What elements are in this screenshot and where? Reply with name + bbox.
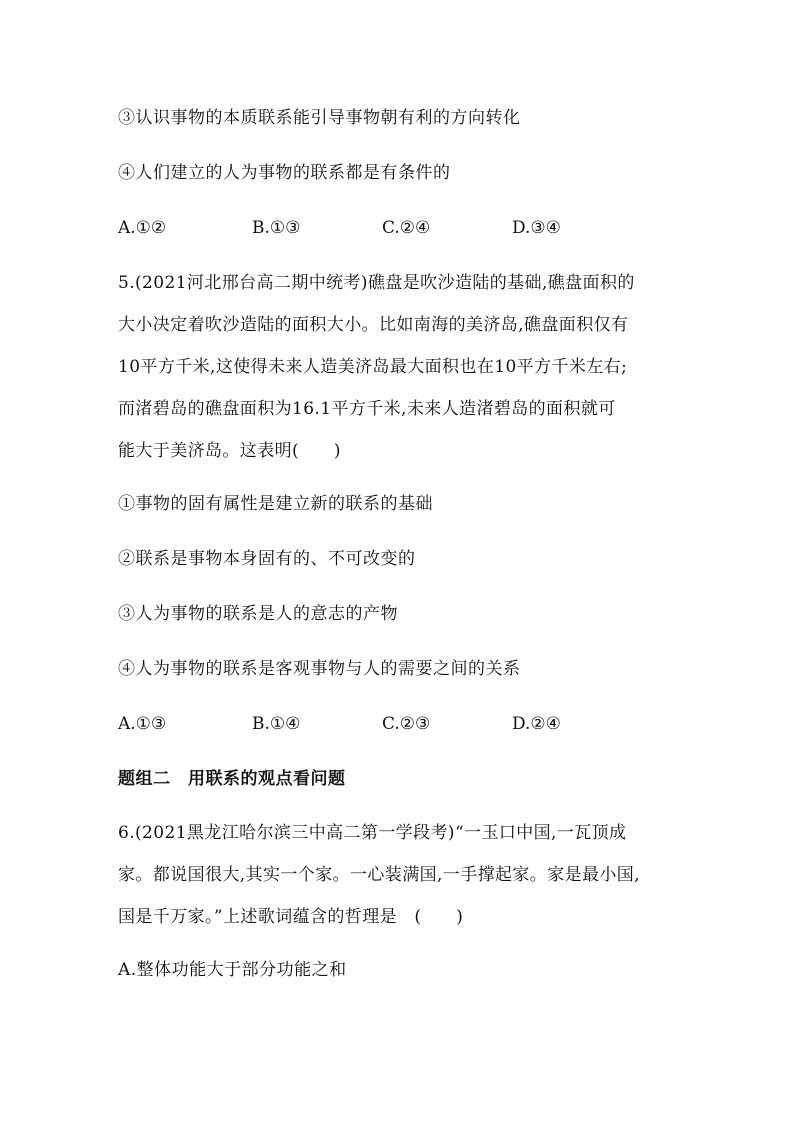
q5-text-line-4: 而渚碧岛的礁盘面积为16.1平方千米,未来人造渚碧岛的面积就可 <box>118 399 616 419</box>
q6-option-a: A.整体功能大于部分功能之和 <box>118 960 347 980</box>
q4-options <box>118 217 678 239</box>
q5-text-line-5: 能大于美济岛。这表明( ) <box>118 441 341 461</box>
q5-text-line-3: 10平方千米,这使得未来人造美济岛最大面积也在10平方千米左右; <box>118 357 628 377</box>
q4-statement-3: ③认识事物的本质联系能引导事物朝有利的方向转化 <box>118 108 521 128</box>
q6-text-line-1: 6.(2021黑龙江哈尔滨三中高二第一学段考)“一玉口中国,一瓦顶成 <box>118 823 627 843</box>
q5-option-c: C.②③ <box>382 714 431 734</box>
q5-options <box>118 713 678 735</box>
q5-statement-1: ①事物的固有属性是建立新的联系的基础 <box>118 494 433 514</box>
q4-option-b: B.①③ <box>252 218 301 238</box>
q5-statement-4: ④人为事物的联系是客观事物与人的需要之间的关系 <box>118 659 521 679</box>
q4-option-a: A.①② <box>118 218 167 238</box>
q6-text-line-2: 家。都说国很大,其实一个家。一心装满国,一手撑起家。家是最小国, <box>118 865 641 885</box>
q4-statement-4: ④人们建立的人为事物的联系都是有条件的 <box>118 163 451 183</box>
q5-text-line-1: 5.(2021河北邢台高二期中统考)礁盘是吹沙造陆的基础,礁盘面积的 <box>118 273 635 293</box>
q5-option-a: A.①③ <box>118 714 167 734</box>
q5-statement-3: ③人为事物的联系是人的意志的产物 <box>118 604 398 624</box>
q4-option-c: C.②④ <box>382 218 431 238</box>
q5-option-b: B.①④ <box>252 714 301 734</box>
section-heading-group-2: 题组二 用联系的观点看问题 <box>118 769 346 789</box>
q5-text-line-2: 大小决定着吹沙造陆的面积大小。比如南海的美济岛,礁盘面积仅有 <box>118 315 629 335</box>
q6-text-line-3: 国是千万家。”上述歌词蕴含的哲理是 ( ) <box>118 907 464 927</box>
q5-statement-2: ②联系是事物本身固有的、不可改变的 <box>118 549 416 569</box>
q4-option-d: D.③④ <box>512 218 561 238</box>
q5-option-d: D.②④ <box>512 714 561 734</box>
